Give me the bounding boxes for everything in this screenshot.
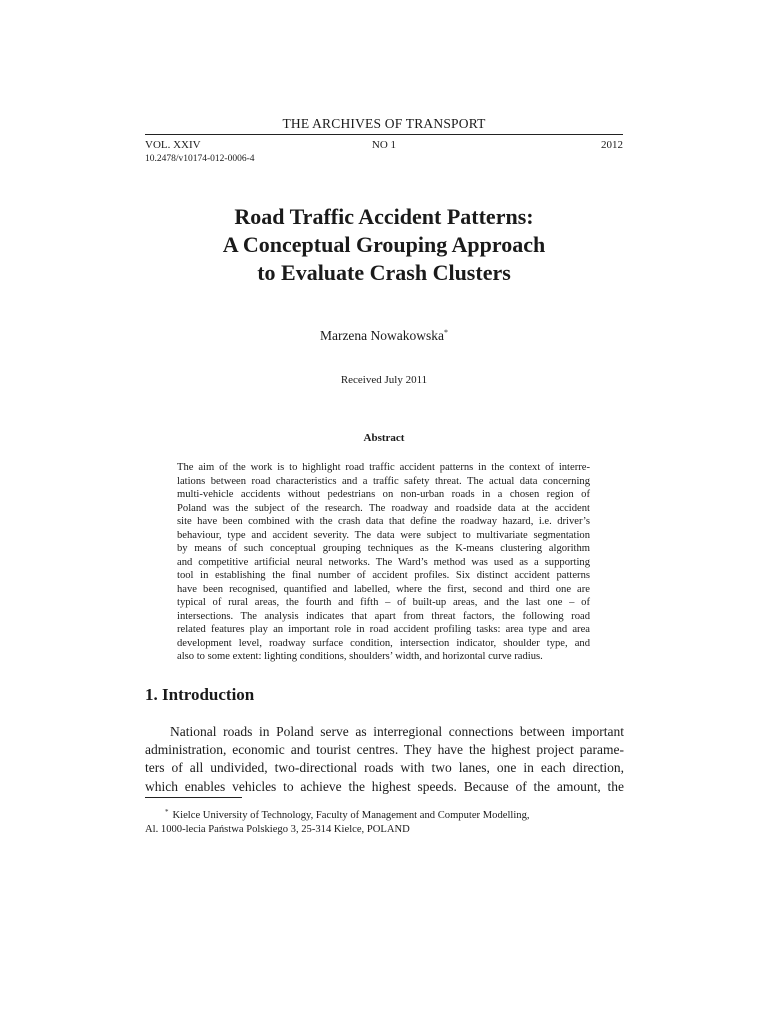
abstract-line: typical of rural areas, the fourth and fifth – of built-up areas, and the last one – of [177, 597, 590, 608]
abstract-line: also to some extent: lighting conditions, shoulders’ width, and horizontal curve radius. [177, 651, 543, 662]
author [0, 328, 768, 344]
author-name: Marzena Nowakowska [319, 328, 445, 343]
author-footnote-mark: * [444, 328, 449, 337]
body-line: ters of all undivided, two-directional roads with two lanes, one in each direction, [145, 760, 624, 776]
abstract-body [177, 461, 590, 664]
doi: 10.2478/v10174-012-0006-4 [145, 154, 255, 164]
footnote-address: Al. 1000-lecia Państwa Polskiego 3, 25-314 Kielce, POLAND [145, 824, 410, 835]
paper-title [0, 203, 768, 287]
journal-year: 2012 [601, 139, 623, 151]
abstract-line: site have been combined with the crash data that define the roadway hazard, i.e. driver’s [177, 516, 590, 527]
abstract-line: development level, roadway surface condition, intersection indicator, shoulder type, and [177, 637, 590, 649]
body-line: administration, economic and tourist centres. They have the highest project parame- [145, 742, 624, 758]
abstract-line: tool in establishing the final number of accident profiles. Six distinct accident patterns [177, 570, 590, 581]
paper-title-line: A Conceptual Grouping Approach [222, 232, 546, 257]
footnote-affiliation: Kielce University of Technology, Faculty of Management and Computer Modelling, [172, 810, 530, 821]
paper-title-line: to Evaluate Crash Clusters [257, 260, 511, 285]
body-line: which enables vehicles to achieve the highest speeds. Because of the amount, the [145, 778, 624, 794]
section-heading-introduction: 1. Introduction [145, 685, 255, 704]
body-line: National roads in Poland serve as interregional connections between important [170, 724, 624, 739]
abstract-heading: Abstract [363, 432, 405, 444]
introduction-body [145, 723, 624, 796]
abstract-line: The aim of the work is to highlight road traffic accident patterns in the context of interre- [177, 462, 590, 473]
journal-issue: NO 1 [371, 139, 397, 151]
abstract-line: related features play an important role in road accident profiling tasks: area type and area [177, 624, 590, 635]
abstract-line: behaviour, type and accident severity. The data were subject to multivariate segmentation [177, 529, 590, 541]
abstract-line: lations between road characteristics and a traffic safety threat. The actual data concerning [177, 475, 590, 487]
paper-title-line: Road Traffic Accident Patterns: [234, 204, 534, 229]
abstract-line: by means of such conceptual grouping techniques as the K-means clustering algorithm [177, 543, 590, 554]
footnote-rule [145, 797, 242, 798]
footnote [145, 805, 624, 837]
received-date: Received July 2011 [340, 374, 428, 386]
journal-title: THE ARCHIVES OF TRANSPORT [282, 116, 486, 131]
abstract-line: and competitive artificial neural networks. The Ward’s method was used as a supporting [177, 556, 590, 568]
footnote-mark: * [165, 808, 169, 816]
abstract-line: intersections. The analysis indicates that apart from threat factors, the following road [177, 610, 590, 622]
footnote-line [145, 805, 624, 823]
abstract-line: have been recognised, quantified and labelled, where the first, second and third one are [177, 583, 590, 595]
abstract-line: Poland was the subject of the research. The roadway and roadside data at the accident [177, 502, 590, 514]
abstract-line: multi-vehicle accidents without pedestrians on non-urban roads in a chosen region of [177, 489, 590, 500]
header-rule [145, 134, 623, 135]
journal-volume: VOL. XXIV [145, 139, 201, 151]
